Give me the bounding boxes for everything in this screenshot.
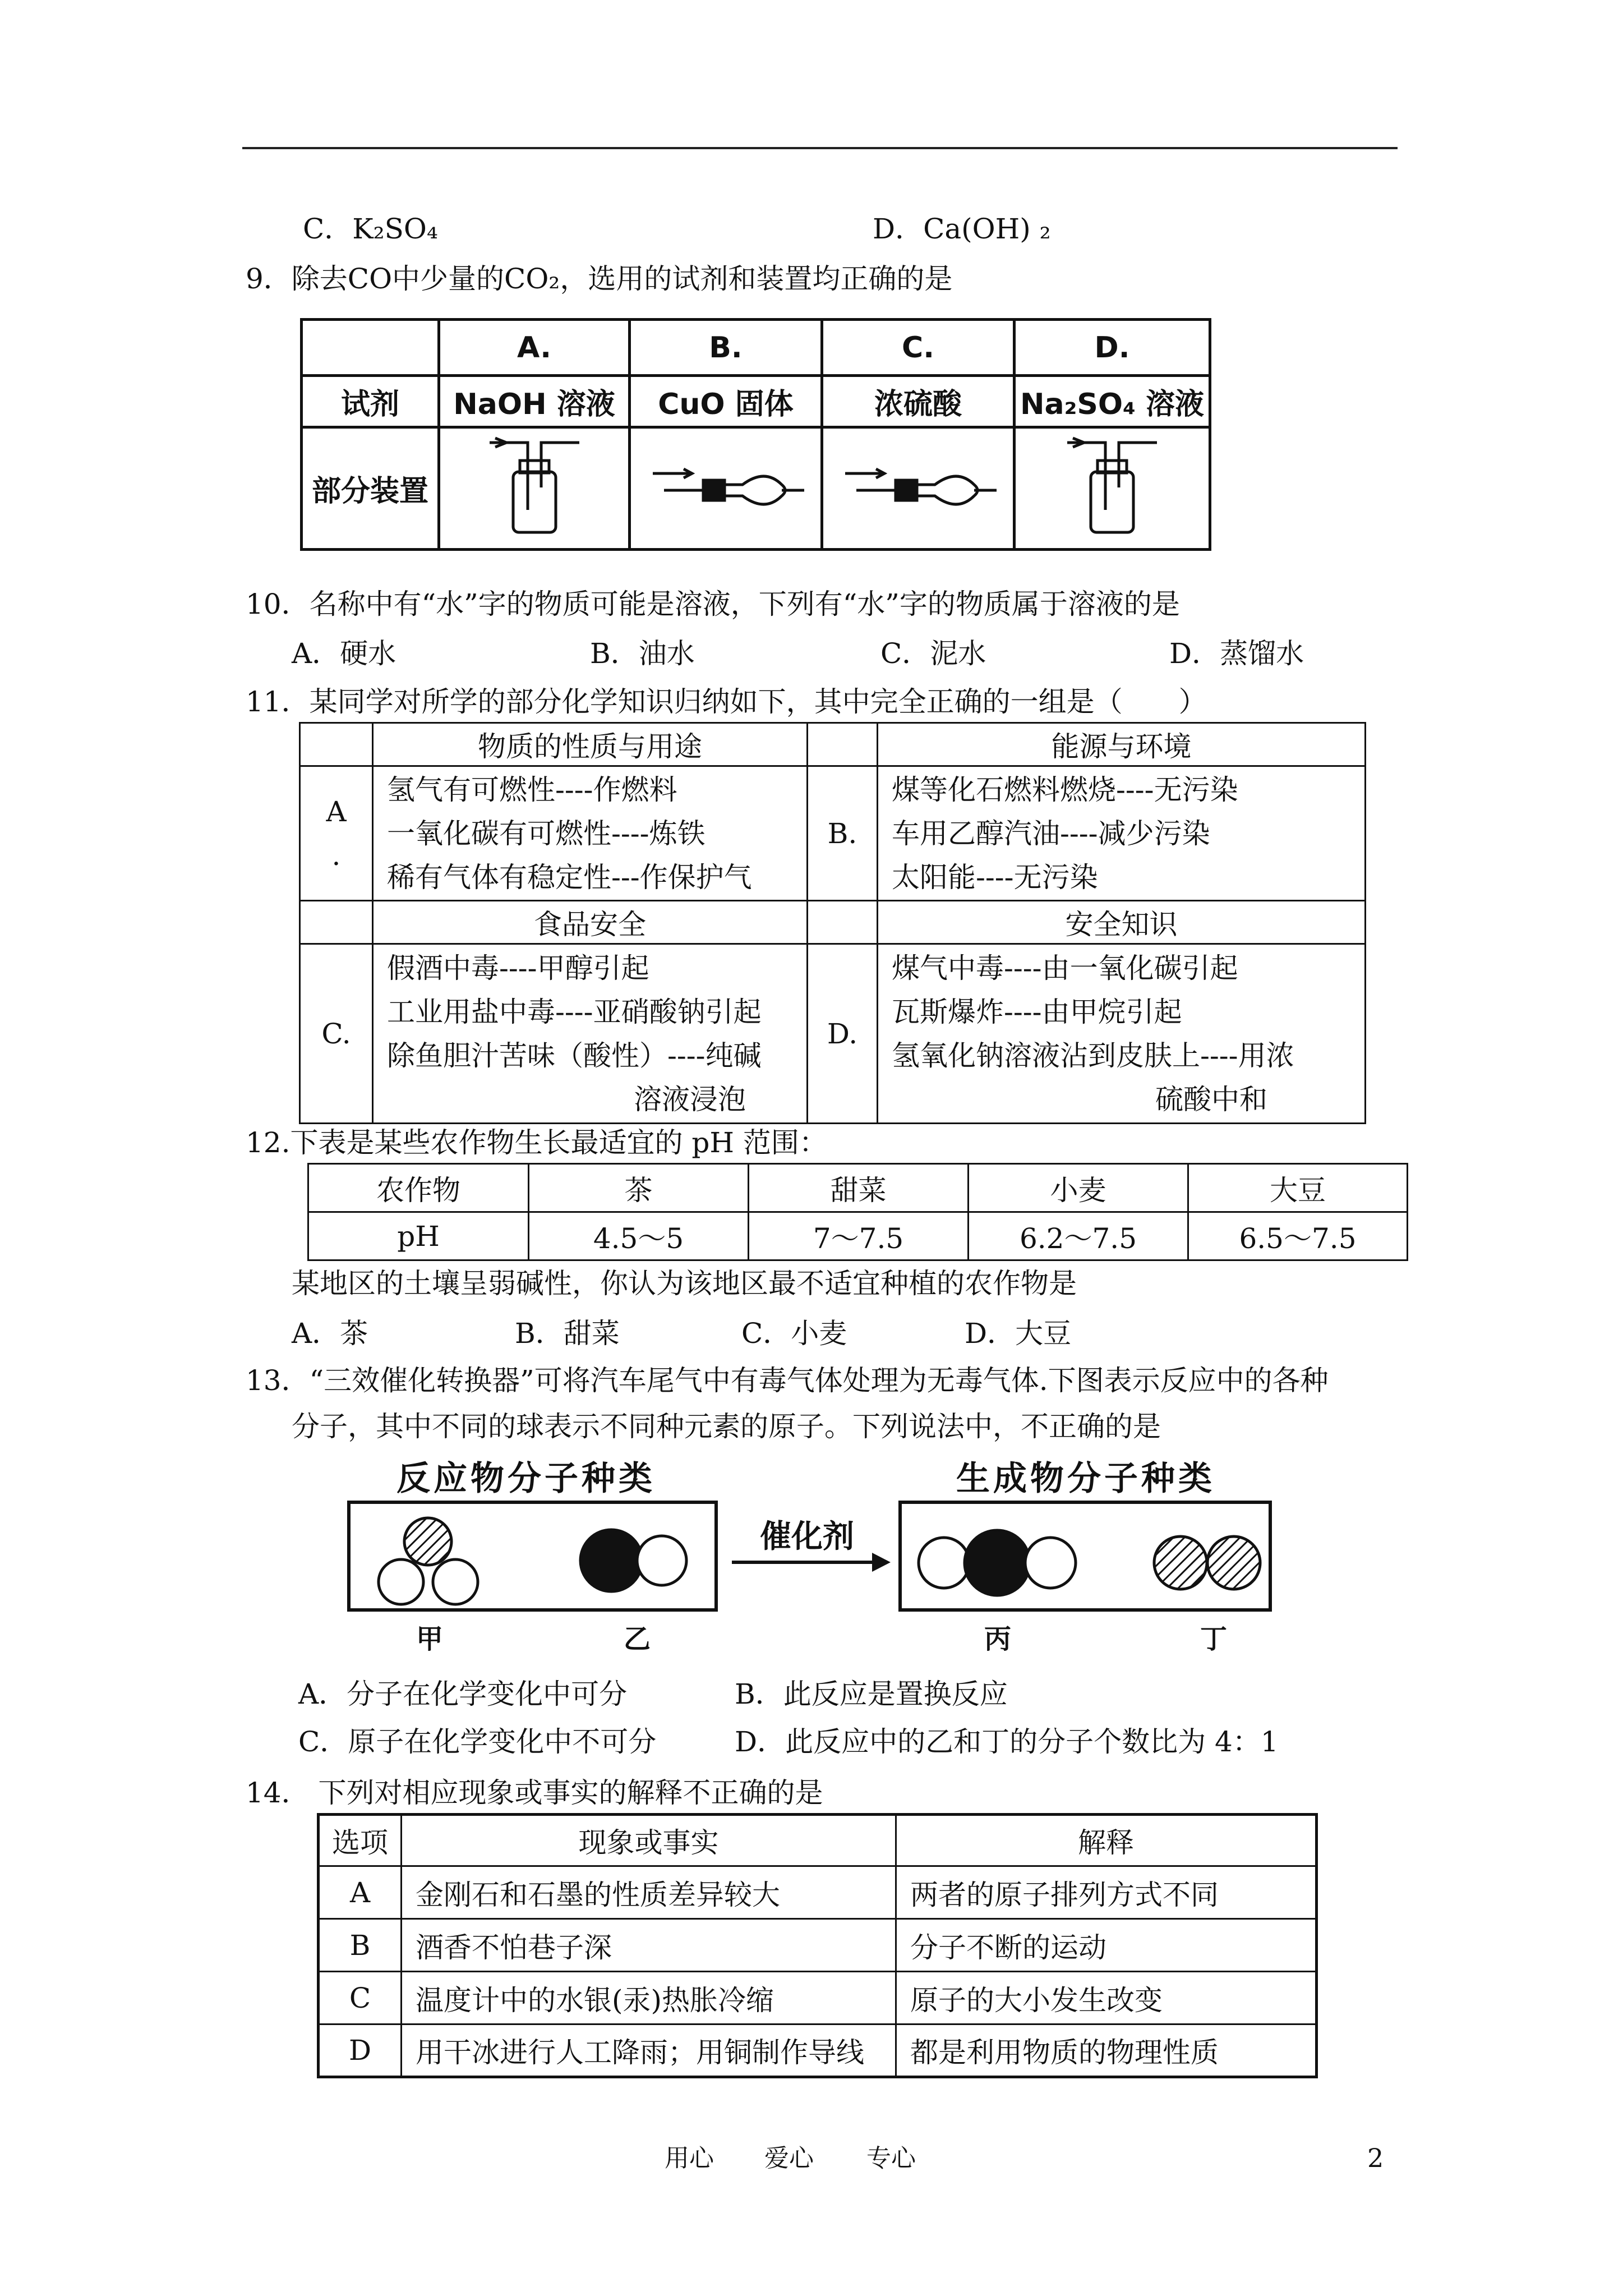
q12-header-beet: 甜菜: [749, 1164, 969, 1212]
black-atom-icon: [965, 1530, 1030, 1595]
q13-stem-line2: 分子，其中不同的球表示不同种元素的原子。下列说法中，不正确的是: [292, 1410, 1161, 1443]
molecule-label-bing: 丙: [984, 1623, 1012, 1655]
q12-option-b: B．甜菜: [515, 1317, 620, 1350]
q9-reagent-b: CuO 固体: [630, 376, 822, 427]
q12-header-wheat: 小麦: [969, 1164, 1188, 1212]
q14-row-d-option: D: [319, 2024, 402, 2077]
q10-option-b: B．油水: [590, 637, 695, 670]
arrow-head-icon: [872, 1553, 891, 1572]
q13-option-b: B．此反应是置换反应: [735, 1678, 1008, 1710]
q12-header-soybean: 大豆: [1188, 1164, 1408, 1212]
q12-header-crop: 农作物: [308, 1164, 529, 1212]
white-atom-icon: [919, 1538, 969, 1588]
molecule-label-jia: 甲: [416, 1623, 444, 1655]
q13-option-c: C．原子在化学变化中不可分: [298, 1726, 657, 1758]
q13-stem-line1: 13．“三效催化转换器”可将汽车尾气中有毒气体处理为无毒气体.下图表示反应中的各种: [246, 1364, 1329, 1397]
q14-stem: 14． 下列对相应现象或事实的解释不正确的是: [246, 1777, 823, 1809]
q11-stem: 11．某同学对所学的部分化学知识归纳如下，其中完全正确的一组是（ ）: [246, 685, 1207, 718]
footer-motto-1: 用心: [665, 2144, 714, 2173]
white-atom-icon: [637, 1536, 686, 1585]
q14-header-phenomenon: 现象或事实: [402, 1815, 896, 1866]
white-atom-icon: [379, 1559, 423, 1604]
q9-col-b: B.: [630, 320, 822, 376]
q9-reagent-a: NaOH 溶液: [439, 376, 630, 427]
q13-product-title: 生成物分子种类: [956, 1459, 1215, 1498]
q11-group-b: 煤等化石燃料燃烧----无污染 车用乙醇汽油----减少污染 太阳能----无污染: [878, 766, 1366, 901]
q12-option-a: A．茶: [292, 1317, 368, 1350]
q14-header-explanation: 解释: [896, 1815, 1317, 1866]
q11-label-d: D.: [808, 944, 878, 1124]
q12-ph-tea: 4.5～5: [529, 1212, 749, 1260]
black-atom-icon: [580, 1530, 642, 1591]
q11-label-c: C.: [300, 944, 373, 1124]
q11-label-a: A .: [300, 766, 373, 901]
q14-row-b-option: B: [319, 1919, 402, 1972]
molecule-label-ding: 丁: [1200, 1623, 1228, 1655]
q12-stem: 12.下表是某些农作物生长最适宜的 pH 范围：: [246, 1126, 827, 1159]
q9-col-c: C.: [822, 320, 1015, 376]
q14-row-c-explanation: 原子的大小发生改变: [896, 1972, 1317, 2024]
q14-row-b-explanation: 分子不断的运动: [896, 1919, 1317, 1972]
q9-reagent-d: Na₂SO₄ 溶液: [1015, 376, 1210, 427]
molecule-label-yi: 乙: [624, 1623, 651, 1655]
page-number: 2: [1367, 2143, 1384, 2173]
q11-group-d: 煤气中毒----由一氧化碳引起 瓦斯爆炸----由甲烷引起 氢氧化钠溶液沾到皮肤上----用浓 硫酸中和: [878, 944, 1366, 1124]
q14-table: [317, 1813, 1318, 2078]
q14-row-c-phenomenon: 温度计中的水银(汞)热胀冷缩: [402, 1972, 896, 2024]
q8-option-c: C．K₂SO₄: [303, 213, 438, 245]
q14-row-d-phenomenon: 用干冰进行人工降雨；用铜制作导线: [402, 2024, 896, 2077]
hatched-atom-icon: [1154, 1536, 1207, 1589]
q9-col-d: D.: [1015, 320, 1210, 376]
q12-header-tea: 茶: [529, 1164, 749, 1212]
hatched-atom-icon: [404, 1518, 451, 1565]
q8-option-d: D．Ca(OH) ₂: [873, 213, 1051, 245]
footer-motto-3: 专心: [866, 2144, 916, 2173]
q13-option-d: D．此反应中的乙和丁的分子个数比为 4：1: [735, 1726, 1279, 1758]
q11-group-c: 假酒中毒----甲醇引起 工业用盐中毒----亚硝酸钠引起 除鱼胆汁苦味（酸性）----纯碱 溶液浸泡: [373, 944, 808, 1124]
q10-option-d: D．蒸馏水: [1169, 637, 1304, 670]
q14-row-a-phenomenon: 金刚石和石墨的性质差异较大: [402, 1866, 896, 1919]
footer-motto-2: 爱心: [764, 2144, 814, 2173]
q11-group-a: 氢气有可燃性----作燃料 一氧化碳有可燃性----炼铁 稀有气体有稳定性---作保护气: [373, 766, 808, 901]
q10-stem: 10．名称中有“水”字的物质可能是溶液，下列有“水”字的物质属于溶液的是: [246, 588, 1180, 620]
white-atom-icon: [433, 1559, 478, 1604]
q12-ph-wheat: 6.2～7.5: [969, 1212, 1188, 1260]
q12-question: 某地区的土壤呈弱碱性，你认为该地区最不适宜种植的农作物是: [292, 1267, 1077, 1300]
q9-reagent-c: 浓硫酸: [822, 376, 1015, 427]
q12-ph-label: pH: [308, 1212, 529, 1260]
catalyst-label: 催化剂: [760, 1519, 854, 1555]
q12-option-c: C．小麦: [741, 1317, 847, 1350]
q14-row-d-explanation: 都是利用物质的物理性质: [896, 2024, 1317, 2077]
q11-label-b: B.: [808, 766, 878, 901]
q12-option-d: D．大豆: [965, 1317, 1072, 1350]
q9-stem: 9．除去CO中少量的CO₂，选用的试剂和装置均正确的是: [246, 263, 953, 295]
q11-header-food: 食品安全: [373, 901, 808, 944]
q13-reactant-title: 反应物分子种类: [396, 1459, 656, 1498]
q11-header-properties: 物质的性质与用途: [373, 723, 808, 766]
q9-row-reagent: 试剂: [302, 376, 439, 427]
q10-option-a: A．硬水: [292, 637, 396, 670]
q9-col-a: A.: [439, 320, 630, 376]
q14-row-a-explanation: 两者的原子排列方式不同: [896, 1866, 1317, 1919]
q13-option-a: A．分子在化学变化中可分: [298, 1678, 628, 1710]
q11-header-safety: 安全知识: [878, 901, 1366, 944]
hatched-atom-icon: [1207, 1536, 1260, 1589]
q12-ph-soybean: 6.5～7.5: [1188, 1212, 1408, 1260]
white-atom-icon: [1025, 1538, 1076, 1588]
q14-header-option: 选项: [319, 1815, 402, 1866]
q14-row-a-option: A: [319, 1866, 402, 1919]
q14-row-c-option: C: [319, 1972, 402, 2024]
q14-row-b-phenomenon: 酒香不怕巷子深: [402, 1919, 896, 1972]
q12-ph-beet: 7～7.5: [749, 1212, 969, 1260]
q9-row-device: 部分装置: [302, 427, 439, 550]
q11-header-energy: 能源与环境: [878, 723, 1366, 766]
q10-option-c: C．泥水: [880, 637, 986, 670]
